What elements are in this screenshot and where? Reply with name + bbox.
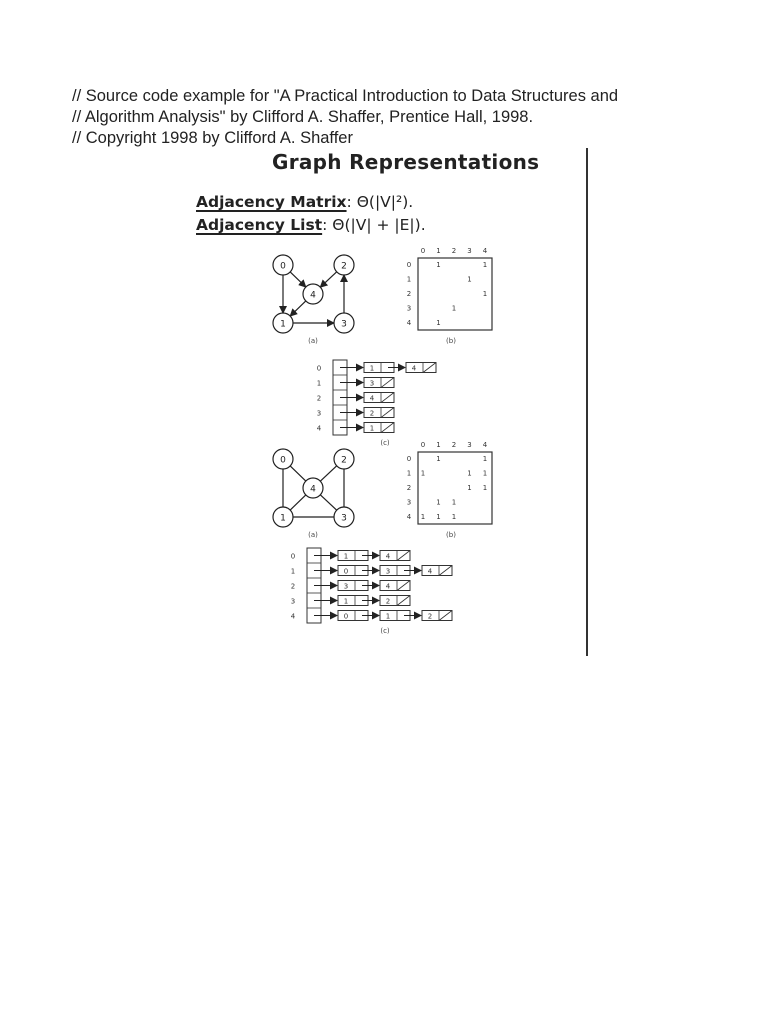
- vertex-label: 4: [310, 290, 316, 301]
- matrix-col-header: 0: [420, 247, 426, 255]
- list-node-value: 4: [369, 394, 375, 403]
- matrix-col-header: 2: [451, 441, 457, 449]
- matrix-cell: 1: [467, 275, 472, 284]
- matrix-cell: 1: [482, 484, 488, 492]
- list-index: 0: [316, 364, 322, 373]
- list-node: [364, 393, 394, 403]
- list-index: 2: [316, 394, 322, 403]
- list-node: [364, 423, 394, 433]
- matrix-cell: 1: [436, 513, 441, 521]
- list-index: 1: [290, 567, 296, 576]
- matrix-col-header: 2: [451, 247, 457, 255]
- vertex-label: 1: [280, 319, 286, 330]
- slide-title: Graph Representations: [272, 150, 540, 174]
- vertex-label: 3: [341, 319, 347, 330]
- matrix-cell: 1: [420, 513, 426, 521]
- list-node: [380, 581, 410, 591]
- matrix-cell: 1: [436, 319, 441, 327]
- vertex-label: 1: [280, 513, 286, 524]
- list-node-value: 1: [343, 552, 349, 561]
- matrix-col-header: 3: [467, 441, 472, 449]
- figure-directed: [273, 247, 492, 447]
- graph-edge: [320, 495, 336, 510]
- matrix-row-header: 1: [406, 469, 412, 478]
- matrix-cell: 1: [482, 469, 488, 478]
- list-node-value: 1: [369, 424, 375, 433]
- matrix-box: [418, 258, 492, 330]
- list-index: 0: [290, 552, 296, 561]
- list-node-value: 3: [369, 379, 375, 388]
- graph-edge: [290, 272, 306, 287]
- matrix-row-header: 3: [406, 304, 412, 313]
- matrix-row-header: 3: [406, 498, 412, 507]
- matrix-col-header: 1: [436, 247, 441, 255]
- vertex-label: 4: [310, 484, 316, 495]
- list-node-value: 0: [343, 567, 349, 576]
- list-index: 1: [316, 379, 322, 388]
- adjacency-list-cost: : Θ(|V| + |E|).: [322, 216, 426, 234]
- list-node-value: 1: [343, 597, 349, 606]
- vertex-label: 2: [341, 455, 347, 466]
- matrix-cell: 1: [420, 469, 426, 478]
- header-line-2: // Algorithm Analysis" by Clifford A. Shaffer, Prentice Hall, 1998.: [72, 108, 534, 126]
- vertex-label: 2: [341, 261, 347, 272]
- matrix-cell: 1: [467, 484, 472, 492]
- graph-edge: [320, 272, 336, 287]
- list-node-value: 0: [343, 612, 349, 621]
- list-node-value: 3: [385, 567, 391, 576]
- vertex-label: 0: [280, 261, 286, 272]
- matrix-col-header: 4: [482, 441, 488, 449]
- list-node-value: 2: [385, 597, 391, 606]
- caption-c: (c): [380, 439, 390, 447]
- matrix-cell: 1: [482, 261, 488, 269]
- list-node-value: 3: [343, 582, 349, 591]
- matrix-row-header: 2: [406, 484, 412, 492]
- adjacency-list-label: Adjacency List: [196, 216, 323, 234]
- list-node: [380, 551, 410, 561]
- matrix-row-header: 4: [406, 513, 412, 521]
- graph-edge: [290, 466, 306, 481]
- adjacency-matrix-cost: : Θ(|V|²).: [346, 193, 414, 211]
- matrix-col-header: 1: [436, 441, 441, 449]
- matrix-col-header: 4: [482, 247, 488, 255]
- matrix-cell: 1: [451, 498, 457, 507]
- matrix-row-header: 4: [406, 319, 412, 327]
- list-node-value: 1: [385, 612, 391, 621]
- matrix-col-header: 0: [420, 441, 426, 449]
- list-node: [380, 596, 410, 606]
- matrix-cell: 1: [436, 455, 441, 463]
- header-line-3: // Copyright 1998 by Clifford A. Shaffer: [72, 129, 353, 147]
- caption-c: (c): [380, 627, 390, 635]
- list-index: 4: [290, 612, 296, 621]
- list-node: [364, 378, 394, 388]
- matrix-cell: 1: [482, 455, 488, 463]
- matrix-row-header: 2: [406, 290, 412, 298]
- list-index: 3: [290, 597, 296, 606]
- header-line-1: // Source code example for "A Practical Introduction to Data Structures and: [72, 87, 619, 105]
- list-node-value: 4: [385, 552, 391, 561]
- list-node-value: 4: [385, 582, 391, 591]
- matrix-cell: 1: [467, 469, 472, 478]
- graph-edge: [320, 466, 336, 481]
- graph-edge: [290, 301, 306, 316]
- list-node: [422, 611, 452, 621]
- graph-edge: [290, 495, 306, 510]
- list-node-value: 4: [411, 364, 417, 373]
- list-node: [422, 566, 452, 576]
- figure-undirected: [273, 441, 492, 635]
- matrix-row-header: 1: [406, 275, 412, 284]
- matrix-cell: 1: [436, 498, 441, 507]
- matrix-cell: 1: [436, 261, 441, 269]
- list-index: 4: [316, 424, 322, 433]
- list-index: 3: [316, 409, 322, 418]
- list-node-value: 2: [427, 612, 433, 621]
- caption-b: (b): [446, 531, 456, 539]
- matrix-col-header: 3: [467, 247, 472, 255]
- list-node: [406, 363, 436, 373]
- caption-b: (b): [446, 337, 456, 345]
- caption-a: (a): [308, 337, 318, 345]
- matrix-cell: 1: [482, 290, 488, 298]
- vertex-label: 0: [280, 455, 286, 466]
- matrix-cell: 1: [451, 304, 457, 313]
- caption-a: (a): [308, 531, 318, 539]
- list-node: [364, 408, 394, 418]
- list-node-value: 1: [369, 364, 375, 373]
- adjacency-matrix-label: Adjacency Matrix: [196, 193, 347, 211]
- list-node-value: 2: [369, 409, 375, 418]
- list-node-value: 4: [427, 567, 433, 576]
- matrix-cell: 1: [451, 513, 457, 521]
- matrix-row-header: 0: [406, 261, 412, 269]
- matrix-row-header: 0: [406, 455, 412, 463]
- vertex-label: 3: [341, 513, 347, 524]
- list-index: 2: [290, 582, 296, 591]
